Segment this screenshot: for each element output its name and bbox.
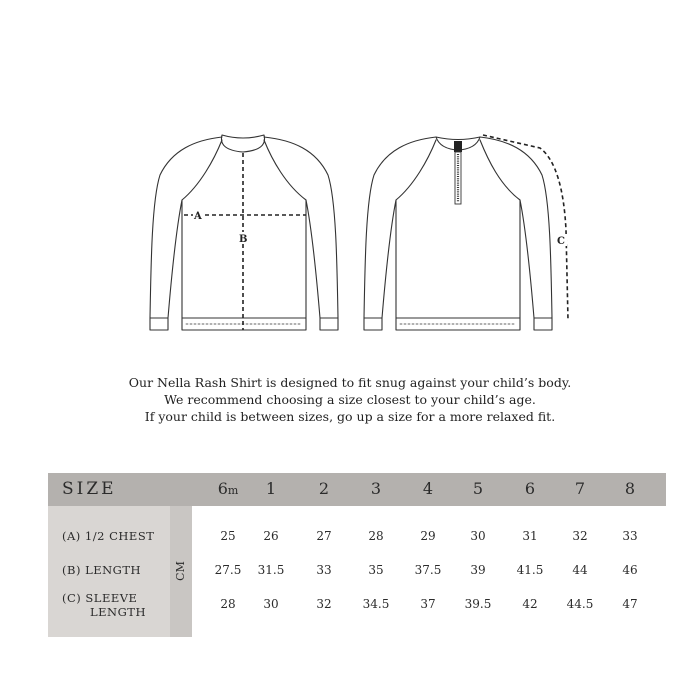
size-column-header <box>510 479 550 498</box>
table-cell: 41.5 <box>516 563 544 577</box>
size-header-label: SIZE <box>62 479 117 499</box>
size-column-header <box>560 479 600 498</box>
zipper-graphic <box>454 141 462 204</box>
table-header-row <box>48 473 666 506</box>
description-line: If your child is between sizes, go up a size for a more relaxed fit. <box>144 409 556 424</box>
table-cell: 37.5 <box>414 563 442 577</box>
size-number: 8 <box>624 479 636 498</box>
table-cell: 44.5 <box>566 597 594 611</box>
size-column-header <box>251 479 291 498</box>
table-cell: 27.5 <box>214 563 242 577</box>
size-number: 2 <box>318 479 330 498</box>
unit-strip <box>170 506 192 637</box>
size-column-header <box>356 479 396 498</box>
table-cell: 31 <box>522 529 538 543</box>
marker-c-label: C <box>557 236 565 247</box>
description-line: Our Nella Rash Shirt is designed to fit snug against your child’s body. <box>128 375 572 390</box>
row-label: LENGTH <box>90 605 146 619</box>
size-suffix: m <box>227 484 239 497</box>
table-cell: 37 <box>420 597 436 611</box>
table-cell: 30 <box>263 597 279 611</box>
marker-b-label: B <box>239 234 248 245</box>
size-column-header <box>408 479 448 498</box>
table-cell: 33 <box>316 563 332 577</box>
size-number: 6 <box>217 479 228 498</box>
size-number: 4 <box>422 479 434 498</box>
size-column-header <box>208 479 248 498</box>
unit-label-cm: CM <box>174 561 187 581</box>
size-number: 6 <box>524 479 536 498</box>
row-label: (B) LENGTH <box>62 563 142 577</box>
table-cell: 27 <box>316 529 332 543</box>
table-cell: 34.5 <box>362 597 390 611</box>
size-number: 7 <box>574 479 586 498</box>
table-cell: 28 <box>220 597 236 611</box>
table-cell: 33 <box>622 529 638 543</box>
fit-description <box>0 374 700 425</box>
table-cell: 30 <box>470 529 486 543</box>
size-column-header <box>610 479 650 498</box>
table-cell: 47 <box>622 597 638 611</box>
sleeve-measure-line <box>483 135 568 320</box>
table-cell: 35 <box>368 563 384 577</box>
size-column-header <box>304 479 344 498</box>
size-number: 3 <box>370 479 382 498</box>
table-cell: 31.5 <box>257 563 285 577</box>
description-line: We recommend choosing a size closest to your child’s age. <box>164 392 536 407</box>
table-cell: 39 <box>470 563 486 577</box>
table-cell: 32 <box>316 597 332 611</box>
table-cell: 42 <box>522 597 538 611</box>
table-cell: 44 <box>572 563 588 577</box>
size-chart-table <box>48 473 666 637</box>
marker-a-label: A <box>194 211 202 222</box>
size-number: 1 <box>265 479 277 498</box>
table-cell: 25 <box>220 529 236 543</box>
row-label: (C) SLEEVE <box>62 591 138 605</box>
row-label: (A) 1/2 CHEST <box>62 529 155 543</box>
size-column-header <box>458 479 498 498</box>
table-cell: 28 <box>368 529 384 543</box>
table-cell: 32 <box>572 529 588 543</box>
table-cell: 46 <box>622 563 638 577</box>
table-cell: 39.5 <box>464 597 492 611</box>
table-cell: 26 <box>263 529 279 543</box>
table-cell: 29 <box>420 529 436 543</box>
size-number: 5 <box>472 479 484 498</box>
